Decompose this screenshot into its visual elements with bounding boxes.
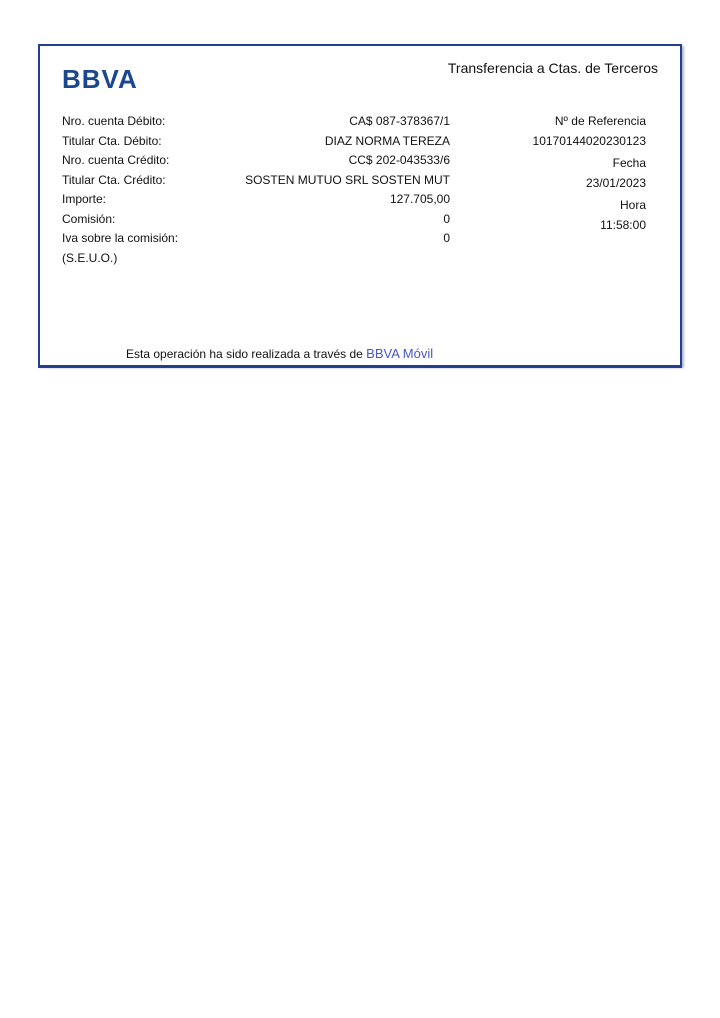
seuo-note: (S.E.U.O.) — [62, 250, 118, 265]
reference-value: 10170144020230123 — [532, 133, 646, 148]
date-value: 23/01/2023 — [585, 175, 646, 190]
detail-values — [220, 112, 450, 249]
amount-value: 127.705,00 — [389, 192, 450, 206]
commission-label: Comisión: — [62, 211, 116, 226]
credit-account-label: Nro. cuenta Crédito: — [62, 153, 170, 167]
time-value: 11:58:00 — [600, 217, 646, 232]
vat-label: Iva sobre la comisión: — [62, 231, 179, 245]
receipt-title: Transferencia a Ctas. de Terceros — [447, 60, 658, 76]
debit-holder-value: DIAZ NORMA TEREZA — [324, 133, 450, 148]
commission-value: 0 — [443, 211, 450, 226]
vat-value: 0 — [443, 231, 450, 245]
debit-account-label: Nro. cuenta Débito: — [62, 114, 166, 128]
debit-account-value: CA$ 087-378367/1 — [349, 114, 450, 128]
footer-note — [126, 346, 433, 361]
credit-account-value: CC$ 202-043533/6 — [348, 153, 450, 167]
bbva-logo: BBVA — [62, 64, 138, 94]
footer-text: Esta operación ha sido realizada a través de — [126, 347, 363, 361]
reference-label: Nº de Referencia — [554, 114, 646, 128]
detail-labels — [62, 112, 178, 268]
amount-label: Importe: — [62, 192, 107, 206]
reference-column — [533, 112, 646, 235]
receipt-panel — [38, 44, 682, 366]
debit-holder-label: Titular Cta. Débito: — [62, 133, 162, 148]
date-label: Fecha — [612, 156, 646, 170]
credit-holder-label: Titular Cta. Crédito: — [62, 172, 166, 187]
credit-holder-value: SOSTEN MUTUO SRL SOSTEN MUT — [245, 172, 450, 187]
footer-brand: BBVA Móvil — [366, 346, 434, 361]
time-label: Hora — [619, 198, 646, 212]
